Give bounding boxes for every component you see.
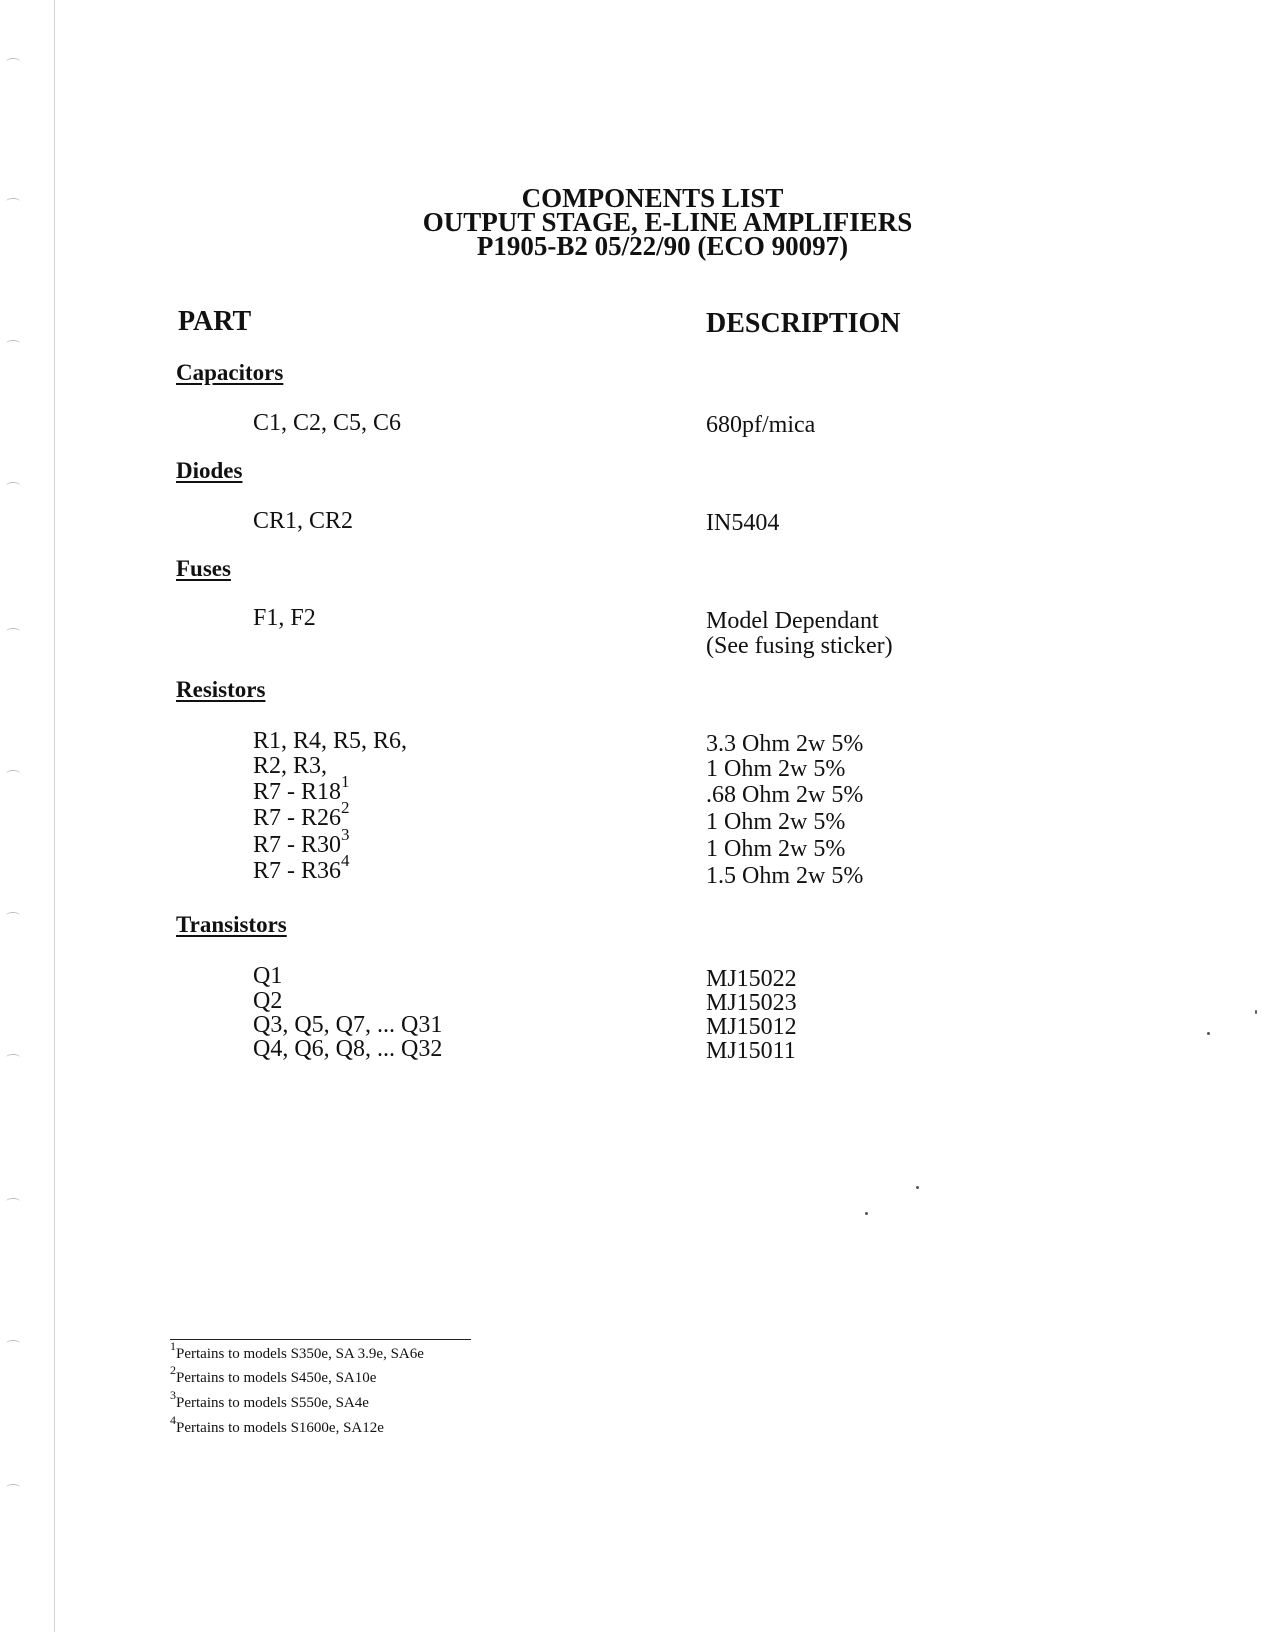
footnote-rule	[170, 1339, 471, 1340]
title-line-3: P1905-B2 05/22/90 (ECO 90097)	[476, 231, 849, 261]
footnote-number: 2	[170, 1363, 176, 1377]
description-cell: 1 Ohm 2w 5%	[706, 756, 846, 782]
footnote-ref: 1	[341, 772, 350, 791]
binder-hole-mark	[6, 1340, 20, 1347]
description-cell: 1 Ohm 2w 5%	[706, 836, 846, 862]
scan-speck	[865, 1212, 868, 1215]
binder-hole-mark	[6, 1198, 20, 1205]
part-label: R7 - R36	[253, 858, 342, 884]
description-column-header: DESCRIPTION	[706, 308, 901, 339]
binder-hole-mark	[6, 1484, 20, 1491]
part-cell	[253, 851, 350, 884]
section-transistors: Transistors	[176, 912, 287, 937]
scan-speck	[916, 1186, 919, 1189]
section-capacitors: Capacitors	[176, 360, 284, 385]
part-cell	[253, 798, 350, 831]
binder-hole-mark	[6, 340, 20, 347]
title-line-1: COMPONENTS LIST	[521, 183, 784, 213]
description-cell: 680pf/mica	[706, 412, 816, 438]
footnote	[170, 1363, 377, 1387]
binder-hole-mark	[6, 912, 20, 919]
footnote-text: Pertains to models S550e, SA4e	[176, 1395, 369, 1411]
part-label: R7 - R30	[253, 832, 342, 858]
part-cell: R1, R4, R5, R6,	[253, 728, 408, 754]
description-cell: MJ15022	[706, 966, 797, 992]
description-cell: 1.5 Ohm 2w 5%	[706, 863, 864, 889]
description-cell: MJ15023	[706, 990, 797, 1016]
part-cell: F1, F2	[253, 605, 316, 631]
part-cell	[253, 772, 350, 805]
description-cell: 1 Ohm 2w 5%	[706, 809, 846, 835]
section-diodes: Diodes	[176, 458, 243, 483]
description-cell: .68 Ohm 2w 5%	[706, 782, 864, 808]
part-cell	[253, 825, 350, 858]
description-cell: 3.3 Ohm 2w 5%	[706, 731, 864, 757]
footnote	[170, 1339, 424, 1363]
section-resistors: Resistors	[176, 677, 266, 702]
part-column-header: PART	[178, 306, 252, 337]
part-cell: C1, C2, C5, C6	[253, 410, 402, 436]
section-fuses: Fuses	[176, 556, 231, 581]
title-line-2: OUTPUT STAGE, E-LINE AMPLIFIERS	[422, 207, 913, 237]
footnote	[170, 1388, 369, 1412]
part-cell: Q1	[253, 963, 283, 989]
description-cell: Model Dependant	[706, 608, 879, 634]
footnote	[170, 1413, 384, 1437]
description-cell: MJ15012	[706, 1014, 797, 1040]
scan-speck	[1255, 1010, 1257, 1014]
part-cell: Q2	[253, 988, 283, 1014]
footnote-number: 3	[170, 1388, 176, 1402]
binder-hole-mark	[6, 770, 20, 777]
binder-hole-mark	[6, 482, 20, 489]
part-cell: CR1, CR2	[253, 508, 354, 534]
binder-hole-mark	[6, 628, 20, 635]
description-cell: MJ15011	[706, 1038, 796, 1064]
part-cell: R2, R3,	[253, 753, 328, 779]
part-cell: Q3, Q5, Q7, ... Q31	[253, 1012, 443, 1038]
footnote-number: 1	[170, 1339, 176, 1353]
part-label: R7 - R26	[253, 805, 342, 831]
footnote-text: Pertains to models S350e, SA 3.9e, SA6e	[176, 1346, 424, 1362]
description-cell: (See fusing sticker)	[706, 633, 893, 659]
footnote-ref: 3	[341, 825, 350, 844]
document-title	[0, 183, 1275, 261]
binder-hole-mark	[6, 58, 20, 65]
binder-hole-mark	[6, 1054, 20, 1061]
description-cell: IN5404	[706, 510, 780, 536]
part-label: R7 - R18	[253, 779, 342, 805]
footnote-text: Pertains to models S1600e, SA12e	[176, 1420, 384, 1436]
footnote-number: 4	[170, 1413, 176, 1427]
part-cell: Q4, Q6, Q8, ... Q32	[253, 1036, 443, 1062]
scan-speck	[1207, 1032, 1210, 1035]
footnote-ref: 4	[341, 851, 350, 870]
footnote-ref: 2	[341, 798, 350, 817]
footnote-text: Pertains to models S450e, SA10e	[176, 1370, 377, 1386]
